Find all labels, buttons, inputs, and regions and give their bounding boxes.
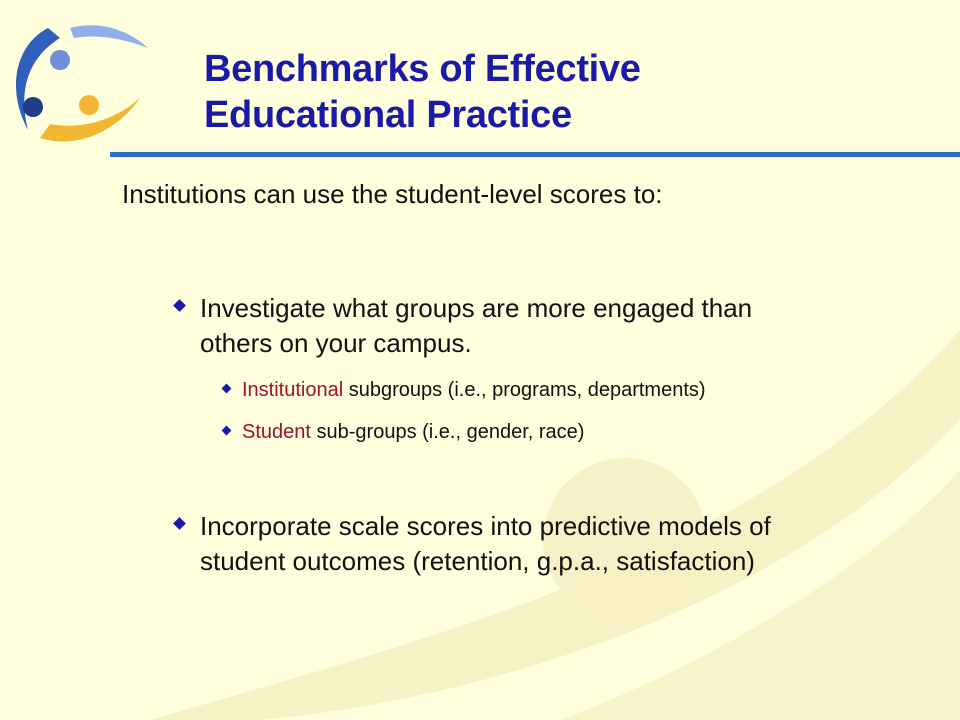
title-divider <box>110 152 960 157</box>
sub-bullet-1 <box>242 377 942 403</box>
sub-bullet-2-text: sub-groups (i.e., gender, race) <box>310 421 585 443</box>
sub-bullet-2-highlight: Student <box>242 421 311 443</box>
bullet-1-line-2: others on your campus. <box>200 328 472 358</box>
bullet-1-line-1: Investigate what groups are more engaged than <box>200 293 753 323</box>
intro-text: Institutions can use the student-level scores to: <box>122 179 663 209</box>
bullet-item-2 <box>200 509 920 579</box>
slide-title-line-1: Benchmarks of Effective <box>204 48 641 90</box>
logo-dot-gold <box>79 95 99 115</box>
logo-dot-blue-dark <box>23 97 43 117</box>
slide-title-line-2: Educational Practice <box>204 94 572 136</box>
bullet-item-1 <box>200 291 920 361</box>
sub-bullet-2 <box>242 419 942 445</box>
bullet-2-line-1: Incorporate scale scores into predictive models of <box>200 511 771 541</box>
logo-dot-blue-light <box>50 50 70 70</box>
sub-bullet-1-text: subgroups (i.e., programs, departments) <box>343 379 706 401</box>
bullet-2-line-2: student outcomes (retention, g.p.a., satisfaction) <box>200 546 755 576</box>
sub-bullet-1-highlight: Institutional <box>242 379 344 401</box>
slide-title <box>204 46 924 138</box>
